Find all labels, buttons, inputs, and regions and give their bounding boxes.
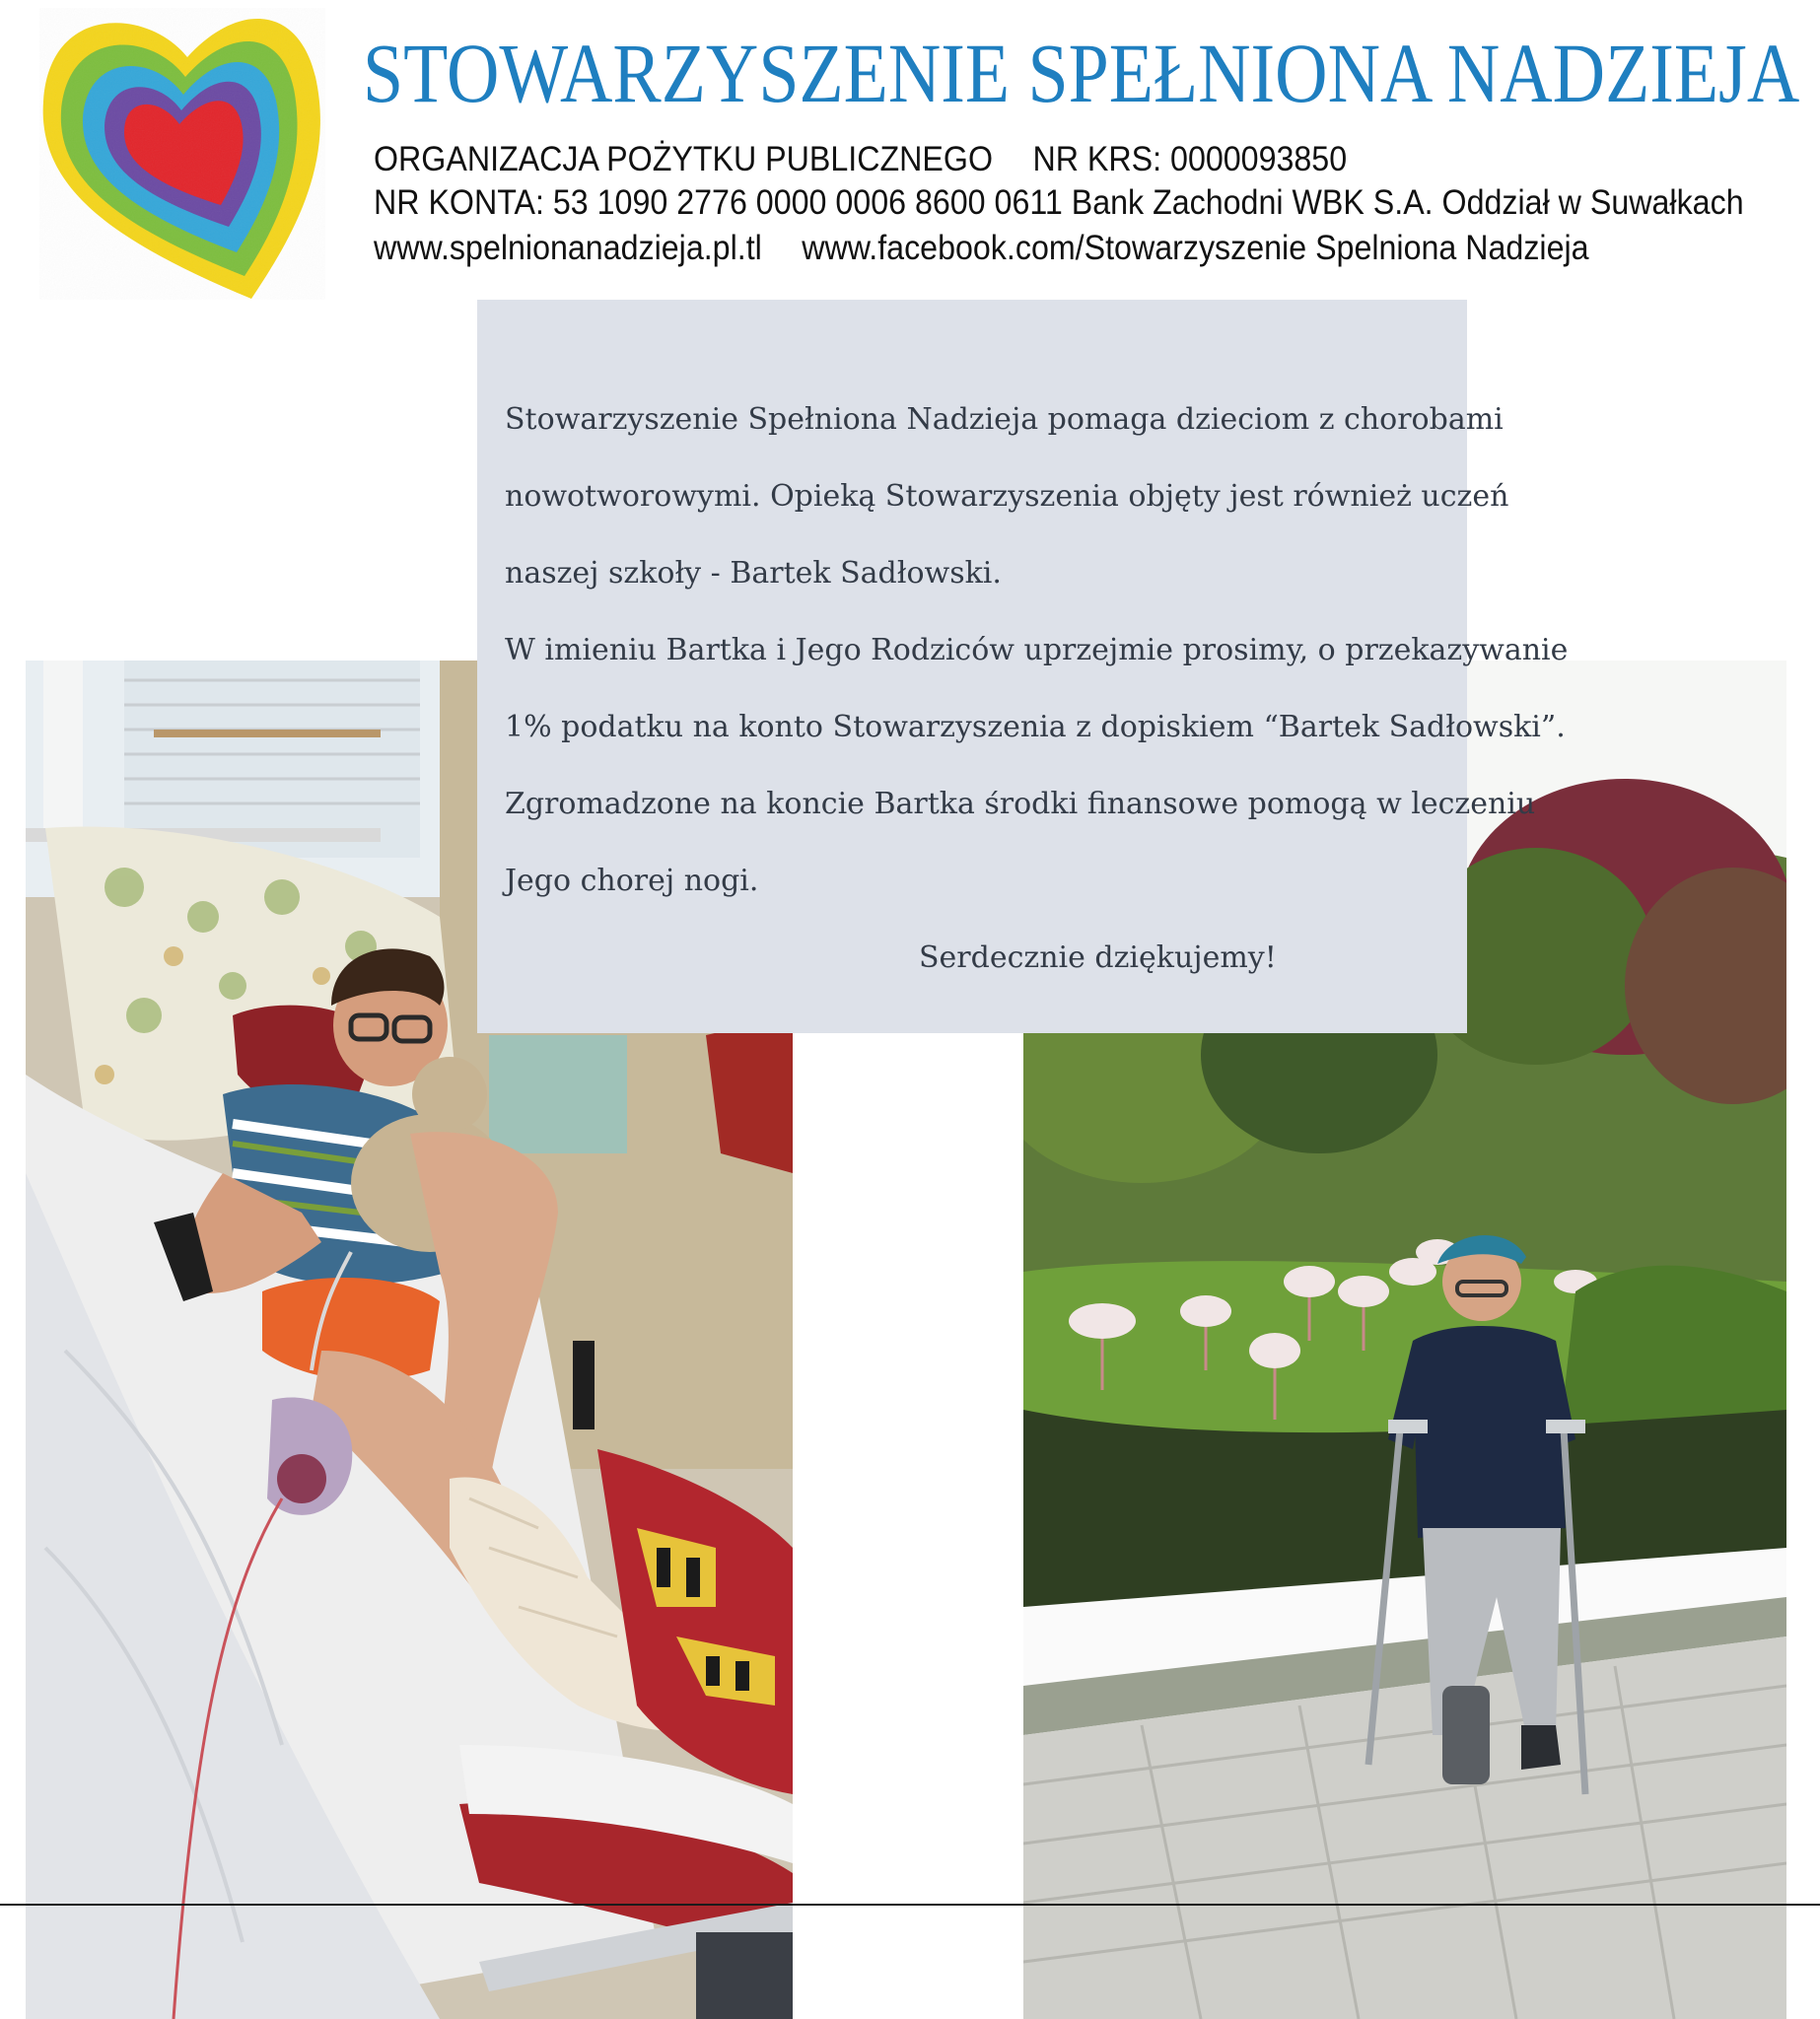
heart-logo — [39, 8, 325, 300]
organization-title: STOWARZYSZENIE SPEŁNIONA NADZIEJA — [363, 26, 1800, 120]
message-line-1: Stowarzyszenie Spełniona Nadzieja pomaga dzieciom z chorobami — [505, 402, 1504, 437]
divider-line — [0, 1904, 1820, 1906]
facebook-link[interactable]: www.facebook.com/Stowarzyszenie Spelniona Nadzieja — [802, 229, 1589, 267]
message-line-7: Jego chorej nogi. — [505, 864, 759, 898]
message-line-4: W imieniu Bartka i Jego Rodziców uprzejmie prosimy, o przekazywanie — [505, 633, 1569, 667]
info-line-krs — [374, 138, 1689, 181]
organization-type: ORGANIZACJA POŻYTKU PUBLICZNEGO — [374, 140, 994, 178]
appeal-message-box — [477, 300, 1569, 1033]
message-line-2: nowotworowymi. Opieką Stowarzyszenia objęty jest również uczeń — [505, 479, 1509, 514]
krs-number: NR KRS: 0000093850 — [1032, 140, 1348, 178]
message-line-3: naszej szkoły - Bartek Sadłowski. — [505, 556, 1002, 591]
bank-account-line: NR KONTA: 53 1090 2776 0000 0006 8600 0611 Bank Zachodni WBK S.A. Oddział w Suwałkach — [374, 183, 1744, 222]
message-line-5: 1% podatku na konto Stowarzyszenia z dopiskiem “Bartek Sadłowski”. — [505, 710, 1566, 744]
info-line-links — [374, 227, 1689, 270]
website-link[interactable]: www.spelnionanadzieja.pl.tl — [374, 229, 762, 267]
closing-thanks: Serdecznie dziękujemy! — [919, 940, 1277, 975]
message-line-6: Zgromadzone na koncie Bartka środki finansowe pomogą w leczeniu — [505, 787, 1536, 821]
